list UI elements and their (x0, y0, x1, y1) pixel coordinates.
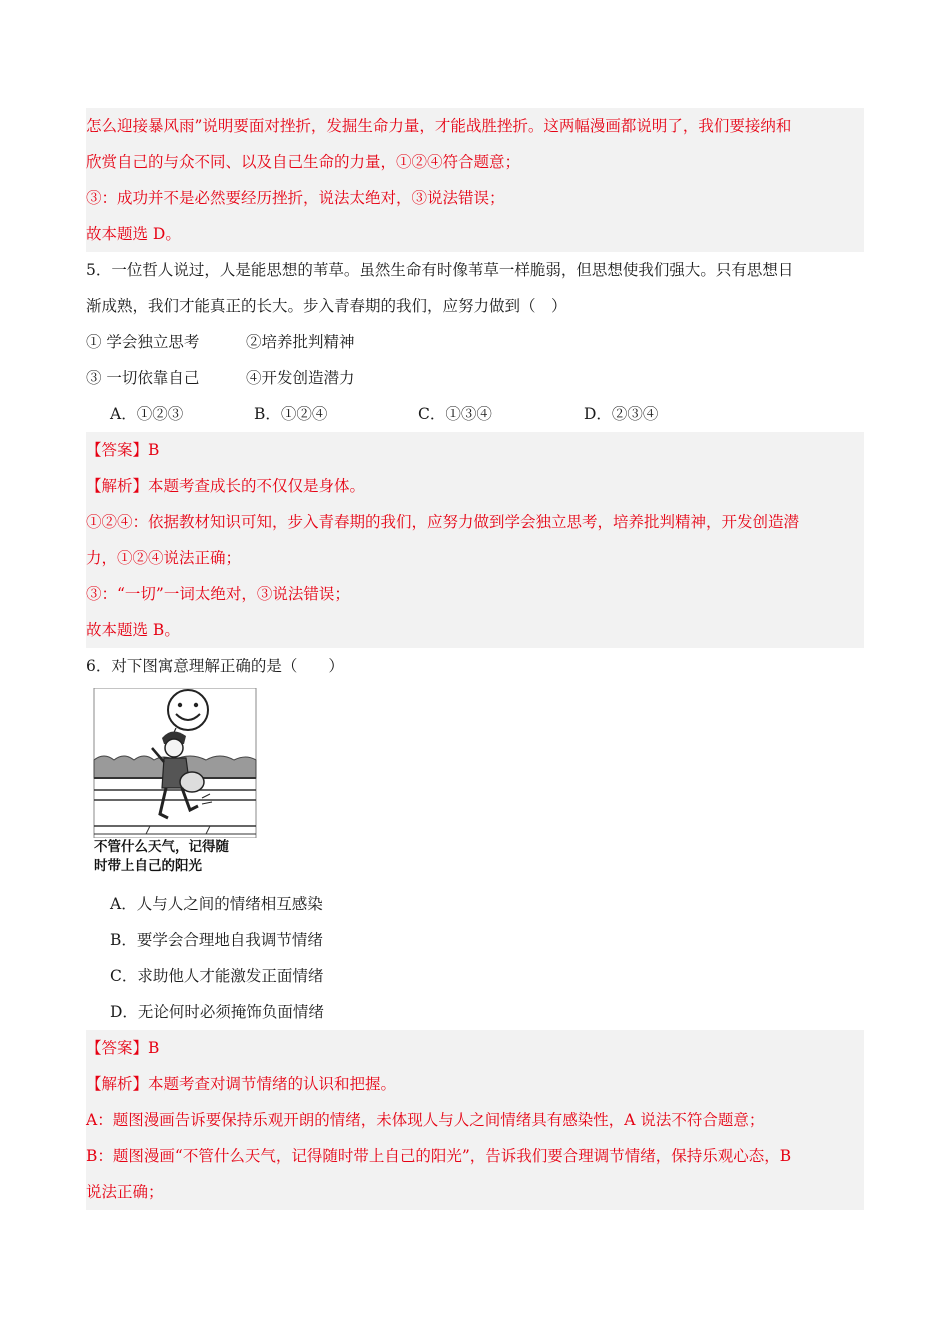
q5-explanation-line: ③：“一切”一词太绝对，③说法错误； (86, 585, 350, 603)
comic-caption-line: 不管什么天气，记得随 (94, 839, 229, 855)
q5-option-a[interactable]: A．①②③ (110, 405, 184, 423)
q5-items-row (86, 324, 864, 360)
prev-explanation-line: 怎么迎接暴风雨”说明要面对挫折，发掘生命力量，才能战胜挫折。这两幅漫画都说明了，我们要接纳和 (86, 117, 792, 135)
q5-answer-block (86, 432, 864, 648)
q5-explanation-line: ①②④：依据教材知识可知，步入青春期的我们，应努力做到学会独立思考，培养批判精神，开发创造潜 (86, 513, 800, 531)
q5-stem-line: 渐成熟，我们才能真正的长大。步入青春期的我们，应努力做到（ ） (86, 297, 567, 315)
prev-explanation-block (86, 108, 864, 252)
q6-answer-block (86, 1030, 864, 1210)
q6-explanation-line: 说法正确； (86, 1183, 164, 1201)
q5-explanation-line: 力，①②④说法正确； (86, 549, 242, 567)
q5-items-row (86, 360, 864, 396)
q6-option-c[interactable]: C．求助他人才能激发正面情绪 (110, 967, 324, 985)
q6-explanation-line: A：题图漫画告诉要保持乐观开朗的情绪，未体现人与人之间情绪具有感染性，A 说法不符合题意； (86, 1111, 765, 1129)
q5-item-3: ③ 一切依靠自己 (86, 369, 200, 387)
q5-options-row (86, 396, 864, 432)
prev-explanation-line: ③：成功并不是必然要经历挫折，说法太绝对，③说法错误； (86, 189, 505, 207)
q5-option-b[interactable]: B．①②④ (254, 405, 328, 423)
q5-item-4: ④开发创造潜力 (246, 369, 355, 387)
q6-stem: 6．对下图寓意理解正确的是（ ） (86, 657, 344, 675)
q6-explanation-line: 【解析】本题考查对调节情绪的认识和把握。 (86, 1075, 397, 1093)
comic-caption (94, 838, 229, 876)
q6-explanation-line: B：题图漫画“不管什么天气，记得随时带上自己的阳光”，告诉我们要合理调节情绪，保持乐观心态，B (86, 1147, 792, 1165)
prev-explanation-line: 欣赏自己的与众不同、以及自己生命的力量，①②④符合题意； (86, 153, 521, 171)
q5-option-c[interactable]: C．①③④ (418, 405, 492, 423)
q6-option-d[interactable]: D．无论何时必须掩饰负面情绪 (110, 1003, 324, 1021)
question-6 (86, 648, 864, 1030)
prev-explanation-line: 故本题选 D。 (86, 225, 181, 243)
comic-illustration (90, 688, 260, 838)
comic-caption-line: 时带上自己的阳光 (94, 858, 202, 874)
q6-option-b[interactable]: B．要学会合理地自我调节情绪 (110, 931, 323, 949)
q5-option-d[interactable]: D．②③④ (584, 405, 659, 423)
q5-item-1: ① 学会独立思考 (86, 333, 200, 351)
q5-item-2: ②培养批判精神 (246, 333, 355, 351)
q6-comic-figure (90, 688, 260, 882)
q5-explanation-line: 【解析】本题考查成长的不仅仅是身体。 (86, 477, 366, 495)
question-5 (86, 252, 864, 432)
q5-answer: 【答案】B (86, 441, 160, 459)
q5-explanation-line: 故本题选 B。 (86, 621, 180, 639)
q6-answer: 【答案】B (86, 1039, 160, 1057)
q6-option-a[interactable]: A．人与人之间的情绪相互感染 (110, 895, 323, 913)
document-page (86, 108, 864, 1210)
q5-stem-line: 5．一位哲人说过，人是能思想的苇草。虽然生命有时像苇草一样脆弱，但思想使我们强大。只有思想日 (86, 261, 794, 279)
